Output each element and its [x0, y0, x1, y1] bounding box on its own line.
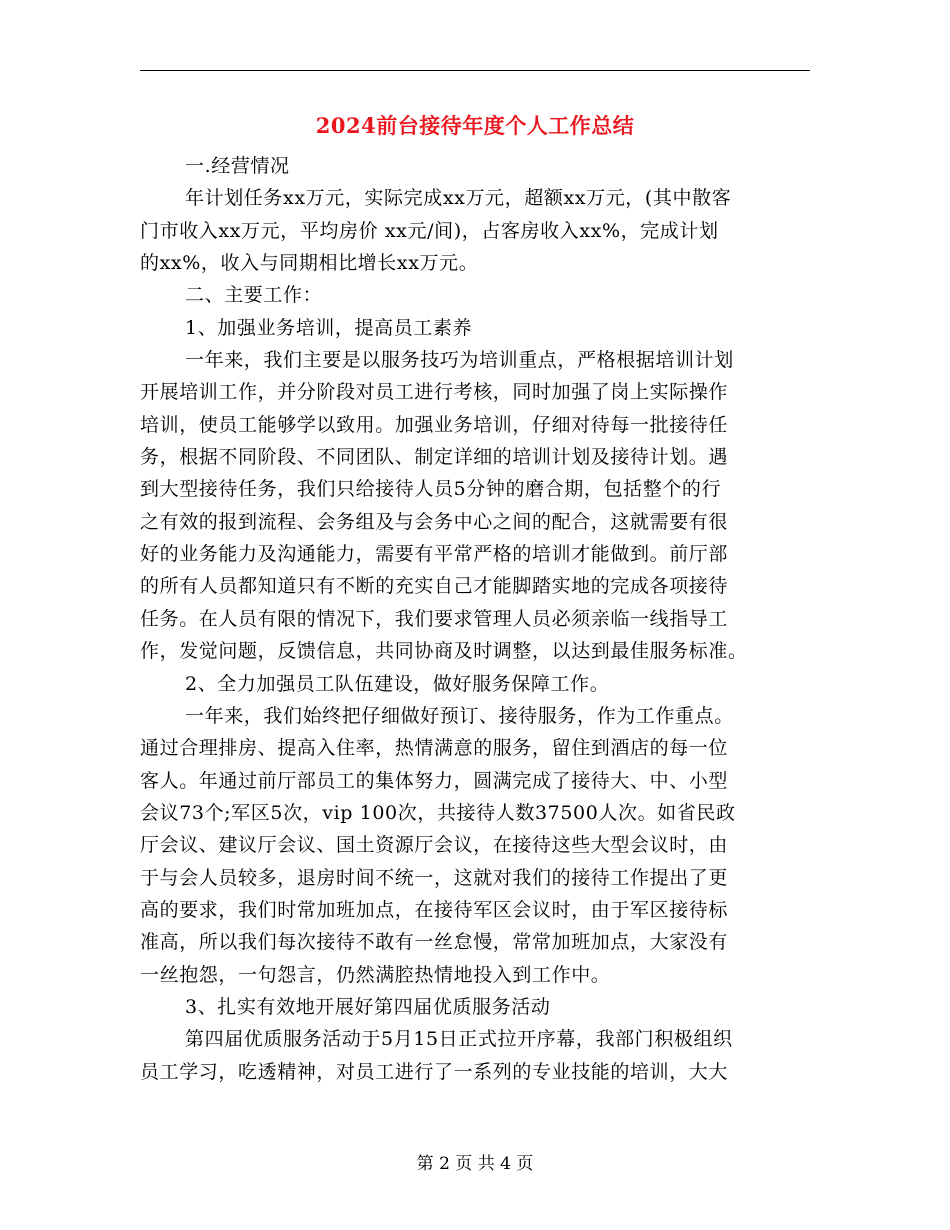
text-line: 门市收入xx万元，平均房价 xx元/间)，占客房收入xx%，完成计划	[140, 219, 719, 242]
paragraph	[140, 344, 812, 667]
text-line: 厅会议、建议厅会议、国土资源厅会议，在接待这些大型会议时，由	[140, 834, 729, 857]
text-line: 客人。年通过前厅部员工的集体努力，圆满完成了接待大、中、小型	[140, 769, 729, 792]
text-line: 到大型接待任务，我们只给接待人员5分钟的磨合期，包括整个的行	[140, 478, 722, 501]
text-line: 会议73个;军区5次，vip 100次，共接待人数37500人次。如省民政	[140, 801, 736, 824]
document-body	[140, 150, 812, 1088]
page-number-footer: 第 2 页 共 4 页	[416, 1154, 534, 1174]
text-line: 准高，所以我们每次接待不敢有一丝怠慢，常常加班加点，大家没有	[140, 931, 729, 954]
text-line: 1、加强业务培训，提高员工素养	[185, 316, 473, 339]
text-line: 好的业务能力及沟通能力，需要有平常严格的培训才能做到。前厅部	[140, 543, 729, 566]
paragraph	[140, 700, 812, 991]
paragraph	[140, 279, 812, 311]
text-line: 的xx%，收入与同期相比增长xx万元。	[140, 252, 479, 275]
paragraph	[140, 1023, 812, 1088]
text-line: 一年来，我们始终把仔细做好预订、接待服务，作为工作重点。	[185, 704, 734, 727]
text-line: 第四届优质服务活动于5月15日正式拉开序幕，我部门积极组织	[185, 1028, 733, 1051]
header-rule	[140, 70, 810, 71]
paragraph	[140, 991, 812, 1023]
text-line: 开展培训工作，并分阶段对员工进行考核，同时加强了岗上实际操作	[140, 381, 729, 404]
document-title: 2024前台接待年度个人工作总结	[315, 113, 635, 138]
paragraph	[140, 668, 812, 700]
text-line: 之有效的报到流程、会务组及与会务中心之间的配合，这就需要有很	[140, 510, 729, 533]
text-line: 2、全力加强员工队伍建设，做好服务保障工作。	[185, 672, 610, 695]
paragraph	[140, 312, 812, 344]
text-line: 员工学习，吃透精神，对员工进行了一系列的专业技能的培训，大大	[140, 1060, 729, 1083]
text-line: 任务。在人员有限的情况下，我们要求管理人员必须亲临一线指导工	[140, 607, 729, 630]
text-line: 务，根据不同阶段、不同团队、制定详细的培训计划及接待计划。遇	[140, 446, 729, 469]
text-line: 3、扎实有效地开展好第四届优质服务活动	[185, 995, 551, 1018]
text-line: 一.经营情况	[185, 155, 290, 177]
text-line: 于与会人员较多，退房时间不统一，这就对我们的接待工作提出了更	[140, 866, 729, 889]
text-line: 一年来，我们主要是以服务技巧为培训重点，严格根据培训计划	[185, 349, 734, 372]
text-line: 二、主要工作：	[185, 284, 323, 307]
paragraph	[140, 150, 812, 182]
text-line: 通过合理排房、提高入住率，热情满意的服务，留住到酒店的每一位	[140, 737, 729, 760]
paragraph	[140, 182, 812, 279]
text-line: 作，发觉问题，反馈信息，共同协商及时调整，以达到最佳服务标准。	[140, 640, 748, 663]
text-line: 一丝抱怨，一句怨言，仍然满腔热情地投入到工作中。	[140, 963, 611, 986]
text-line: 高的要求，我们时常加班加点，在接待军区会议时，由于军区接待标	[140, 898, 729, 921]
text-line: 年计划任务xx万元，实际完成xx万元，超额xx万元，(其中散客	[185, 187, 732, 210]
text-line: 培训，使员工能够学以致用。加强业务培训，仔细对待每一批接待任	[140, 413, 729, 436]
text-line: 的所有人员都知道只有不断的充实自己才能脚踏实地的完成各项接待	[140, 575, 729, 598]
